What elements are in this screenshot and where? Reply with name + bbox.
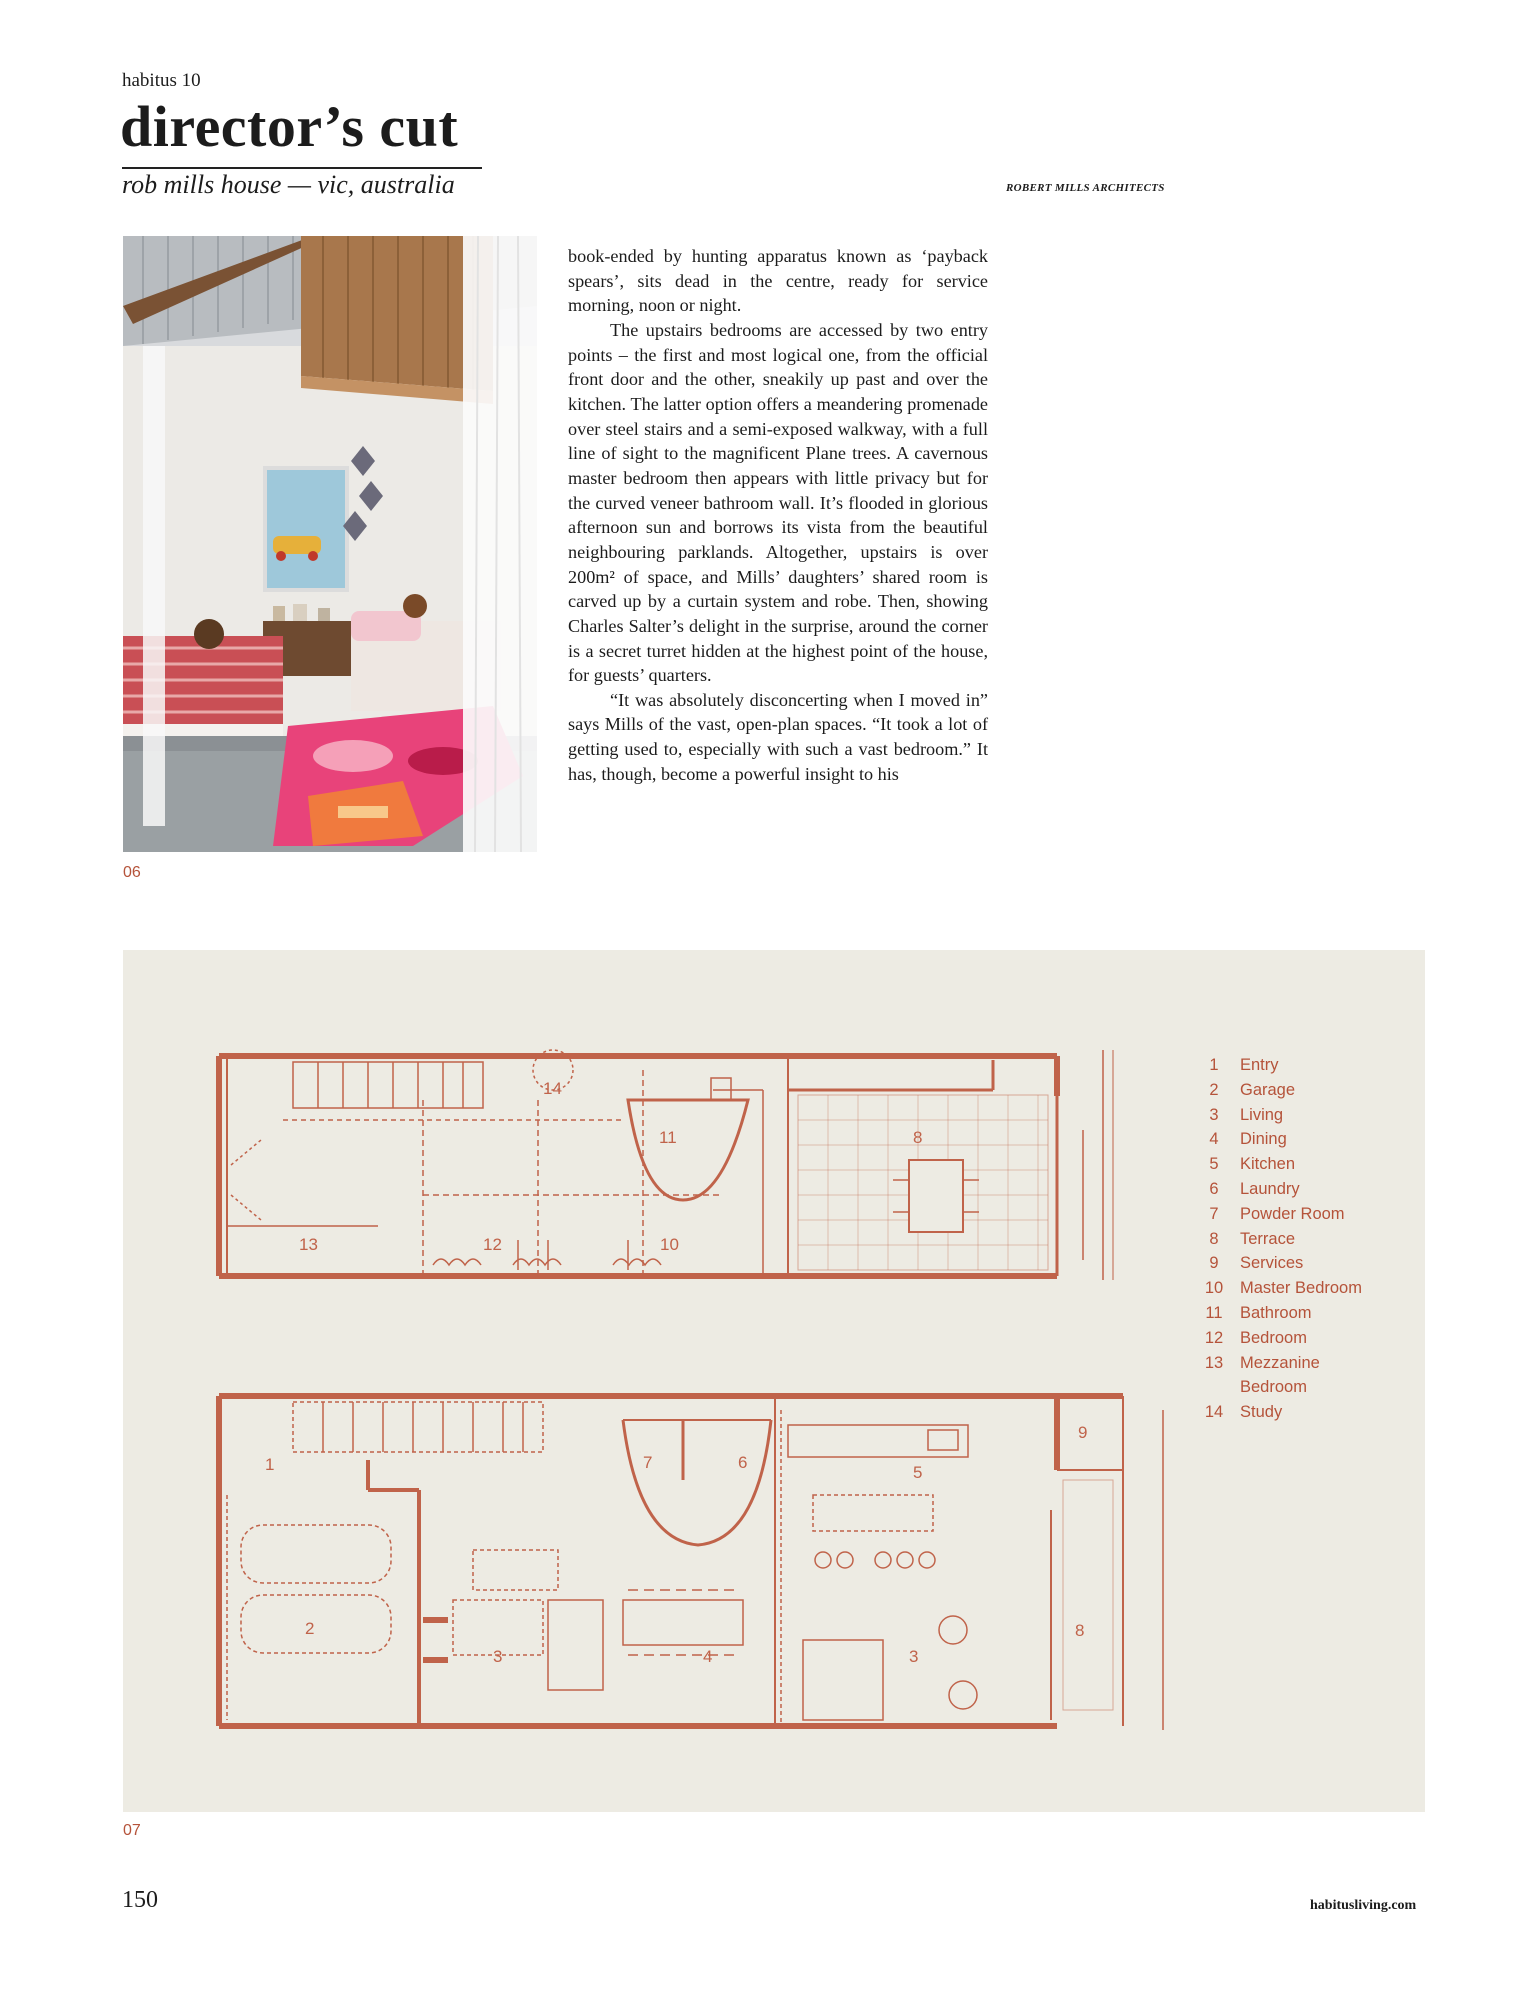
- architect-credit: ROBERT MILLS ARCHITECTS: [1006, 182, 1165, 194]
- room-label: 14: [543, 1079, 562, 1098]
- room-label: 8: [1075, 1621, 1085, 1640]
- room-label: 13: [299, 1235, 318, 1254]
- plan-caption: 07: [123, 1822, 141, 1839]
- room-label: 5: [913, 1463, 923, 1482]
- room-label: 9: [1078, 1423, 1088, 1442]
- article-paragraph: The upstairs bedrooms are accessed by two entry points – the first and most logical one, from the official front door and the other, sneakily up past and over the kitchen. The latter option offers a meandering promenade over steel stairs and a semi-exposed walkway, with a full line of sight to the magnificent Plane trees. A cavernous master bedroom then appears with little privacy but for the curved veneer bathroom wall. It’s flooded in glorious afternoon sun and borrows its vista from the beautiful neighbouring parklands. Altogether, upstairs is over 200m² of space, and Mills’ daughters’ shared room is carved up by a curtain system and robe. Then, showing Charles Salter’s delight in the surprise, around the corner is a secret turret hidden at the highest point of the house, for guests’ quarters.: [568, 319, 988, 686]
- legend-number: 11: [1205, 1303, 1223, 1322]
- legend-item: [1190, 1078, 1362, 1103]
- legend-number: 10: [1204, 1279, 1224, 1298]
- legend-number: 12: [1204, 1328, 1224, 1347]
- title-rule: [122, 167, 482, 169]
- legend-number: 1: [1209, 1056, 1219, 1074]
- issue-label: habitus 10: [122, 70, 201, 91]
- legend-number: [1190, 1375, 1238, 1400]
- legend-item: [1190, 1276, 1362, 1301]
- room-label: 12: [483, 1235, 502, 1254]
- legend-item: [1190, 1202, 1362, 1227]
- legend-number: 8: [1209, 1229, 1219, 1248]
- legend-label: Services: [1240, 1254, 1304, 1273]
- legend-label: Bedroom: [1240, 1328, 1307, 1347]
- article-paragraph: book-ended by hunting apparatus known as ‘payback spears’, sits dead in the centre, ready for service morning, noon or night.: [568, 246, 988, 316]
- legend-label: Garage: [1240, 1080, 1296, 1099]
- legend-label: Powder Room: [1240, 1204, 1345, 1223]
- legend-item: [1190, 1152, 1362, 1177]
- legend-number: 2: [1209, 1080, 1219, 1099]
- legend-label: Laundry: [1240, 1179, 1300, 1198]
- website-link: habitusliving.com: [1310, 1898, 1417, 1913]
- page-subtitle: rob mills house — vic, australia: [122, 170, 455, 199]
- photo-caption: 06: [123, 864, 141, 881]
- room-label: 3: [909, 1647, 919, 1666]
- legend-label: Terrace: [1240, 1229, 1296, 1248]
- article-body: [568, 244, 988, 786]
- legend-item: [1190, 1127, 1362, 1152]
- legend-label: Master Bedroom: [1240, 1279, 1362, 1298]
- article-paragraph: “It was absolutely disconcerting when I moved in” says Mills of the vast, open-plan spaces. “It took a lot of getting used to, especially with such a vast bedroom.” It has, though, become a powerful insight to his: [568, 689, 988, 784]
- legend-number: 7: [1209, 1204, 1219, 1223]
- room-label: 4: [703, 1647, 713, 1666]
- room-label: 11: [659, 1128, 677, 1147]
- room-label: 2: [305, 1619, 315, 1638]
- legend-item: [1190, 1053, 1362, 1078]
- legend-number: 4: [1209, 1130, 1219, 1149]
- legend-item: [1190, 1400, 1362, 1425]
- bedroom-photo-illustration: [123, 236, 537, 852]
- legend-item: [1190, 1326, 1362, 1351]
- legend-item: [1190, 1375, 1362, 1400]
- room-label: 6: [738, 1453, 748, 1472]
- legend-item: [1190, 1251, 1362, 1276]
- legend-label: Kitchen: [1240, 1155, 1296, 1174]
- legend-label: Study: [1240, 1403, 1283, 1422]
- room-label: 1: [265, 1455, 275, 1474]
- bedroom-photo: [123, 236, 537, 852]
- legend-number: 3: [1209, 1105, 1219, 1124]
- legend-item: [1190, 1177, 1362, 1202]
- page-number: 150: [122, 1887, 158, 1913]
- room-label: 7: [643, 1453, 653, 1472]
- legend-number: 14: [1204, 1403, 1224, 1422]
- plan-legend: [1190, 1053, 1362, 1425]
- legend-item: [1190, 1227, 1362, 1252]
- legend-label: Bathroom: [1240, 1303, 1312, 1322]
- ground-floor-plan: [219, 1396, 1163, 1730]
- legend-label: Entry: [1240, 1056, 1279, 1074]
- legend-number: 6: [1209, 1179, 1219, 1198]
- room-label: 8: [913, 1128, 923, 1147]
- legend-item: [1190, 1351, 1362, 1376]
- legend-number: 13: [1204, 1353, 1224, 1372]
- legend-label: Mezzanine: [1240, 1353, 1320, 1372]
- legend-label: Living: [1240, 1105, 1284, 1124]
- room-label: 10: [660, 1235, 679, 1254]
- legend-label: Bedroom: [1240, 1378, 1307, 1397]
- legend-label: Dining: [1240, 1130, 1287, 1149]
- room-label: 3: [493, 1647, 503, 1666]
- legend-number: 5: [1209, 1155, 1219, 1174]
- page-title: director’s cut: [120, 94, 459, 159]
- legend-item: [1190, 1103, 1362, 1128]
- legend-number: 9: [1209, 1254, 1219, 1273]
- legend-item: [1190, 1301, 1362, 1326]
